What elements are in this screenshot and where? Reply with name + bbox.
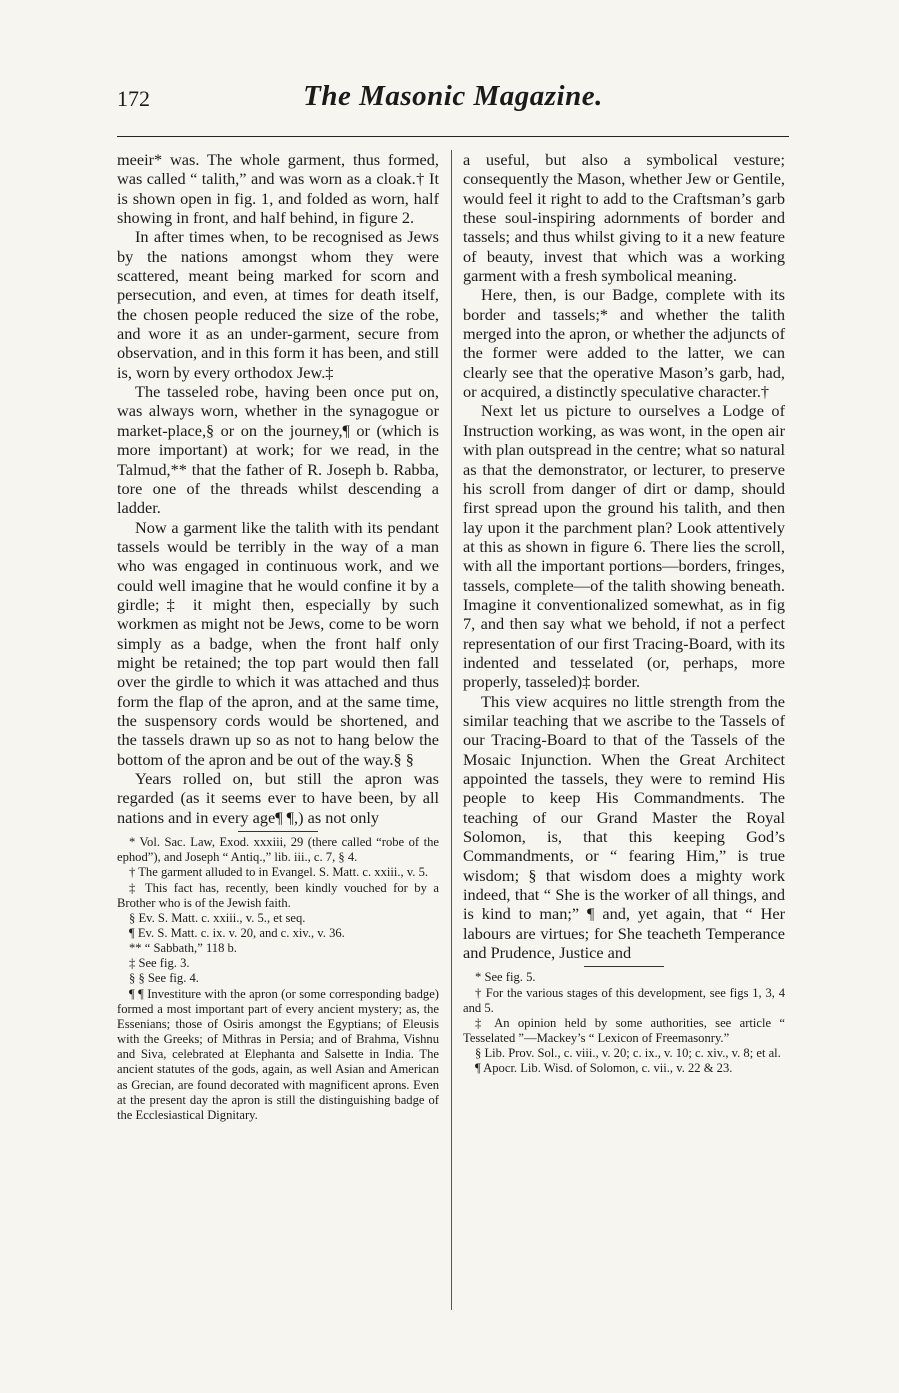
paragraph: Years rolled on, but still the apron was regarded (as it seems ever to have been, by all nations and in every age¶ ¶,) as not only	[117, 769, 439, 827]
footnote-rule	[584, 966, 664, 967]
running-header	[117, 80, 789, 128]
footnote: * See fig. 5.	[475, 970, 536, 985]
paragraph: The tasseled robe, having been once put on, was always worn, whether in the synagogue or market-place,§ or on the journey,¶ or (which is more important) at work; for we read, in the Talmud,** that the father of R. Joseph b. Rabba, tore one of the threads whilst descending a ladder.	[117, 382, 439, 518]
right-column	[463, 150, 785, 1077]
left-footnotes	[117, 835, 439, 1123]
column-divider	[451, 150, 452, 1310]
footnote: § Ev. S. Matt. c. xxiii., v. 5., et seq.	[129, 910, 306, 925]
right-column-body	[463, 150, 785, 962]
footnote-rule	[238, 831, 318, 832]
footnote: ** “ Sabbath,” 118 b.	[129, 941, 237, 956]
footnote: ‡ An opinion held by some authorities, see article “ Tesselated ”—Mackey’s “ Lexicon of Freemasonry.”	[463, 1015, 785, 1046]
paragraph: This view acquires no little strength from the similar teaching that we ascribe to the Tassels of our Tracing-Board to that of the Tassels of the Mosaic Injunction. When the Great Architect appointed the tassels, they were to remind His people to keep His Commandments. The teaching of our Grand Master the Royal Solomon, is, that this keeping God’s Commandments, or “ fearing Him,” is true wisdom; § that wisdom does a mighty work indeed, that “ She is the worker of all things, and is kind to man;” ¶ and, yet again, that “ Her labours are virtues; for She teacheth Temperance and Prudence, Justice and	[463, 691, 785, 963]
footnote: ¶ Ev. S. Matt. c. ix. v. 20, and c. xiv., v. 36.	[129, 925, 345, 940]
page-number: 172	[117, 86, 150, 111]
paragraph: Here, then, is our Badge, complete with its border and tassels;* and whether the talith merged into the apron, or whether the adjuncts of the former were added to the latter, we can clearly see that the operative Mason’s garb, had, or acquired, a distinctly speculative character.†	[463, 285, 785, 402]
footnote: ¶ Apocr. Lib. Wisd. of Solomon, c. vii., v. 22 & 23.	[475, 1061, 733, 1076]
footnote: ¶ ¶ Investiture with the apron (or some corresponding badge) formed a most important part of every ancient mystery; as, the Essenians; those of Osiris amongst the Egyptians; of Eleusis with the Greeks; of Mithras in Persia; and of Brahma, Vishnu and Siva, celebrated at Elephanta and Salsette in India. The ancient statutes of the gods, again, as well Asian and American as Grecian, are found decorated with magnificent aprons. Even at the present day the apron is still the distinguishing badge of the Ecclesiastical Dignitary.	[117, 986, 439, 1122]
footnote: † For the various stages of this development, see figs 1, 3, 4 and 5.	[463, 985, 785, 1015]
paragraph: a useful, but also a symbolical vesture; consequently the Mason, whether Jew or Gentile, would feel it right to add to the Craftsman’s garb these soul-inspiring adornments of border and tassels; and thus whilst giving to it a new feature of beauty, invest that which was a working garment with a fresh symbolical meaning.	[463, 150, 785, 286]
left-column-body	[117, 150, 439, 827]
paragraph: Next let us picture to ourselves a Lodge of Instruction working, as was wont, in the open air with plan outspread in the centre; what so natural as that the demonstrator, or lecturer, to preserve his scroll from danger of dirt or damp, should first spread upon the ground his talith, and then lay upon it the parchment plan? Look attentively at this as shown in figure 6. There lies the scroll, with all the important portions—borders, fringes, tassels, complete—of the talith showing beneath. Imagine it conventionalized somewhat, as in fig 7, and then say what we behold, if not a perfect representation of our first Tracing-Board, with its indented and tesselated (or, perhaps, more properly, tasseled)‡ border.	[463, 401, 785, 692]
footnote: † The garment alluded to in Evangel. S. Matt. c. xxiii., v. 5.	[129, 865, 429, 880]
left-column	[117, 150, 439, 1123]
header-rule	[117, 136, 789, 137]
footnote: * Vol. Sac. Law, Exod. xxxiii, 29 (there called “robe of the ephod”), and Joseph “ Antiq.,” lib. iii., c. 7, § 4.	[117, 835, 439, 865]
footnote: § Lib. Prov. Sol., c. viii., v. 20; c. ix., v. 10; c. xiv., v. 8; et al.	[475, 1046, 781, 1061]
paragraph: Now a garment like the talith with its pendant tassels would be terribly in the way of a man who was engaged in continuous work, and we could well imagine that he would confine it by a girdle;‡ it might then, especially by such workmen as might not be Jews, come to be worn simply as a badge, when the front half only might be retained; the top part would then fall over the girdle to which it was attached and thus form the flap of the apron, and at the same time, the suspensory cords would be shortened, and the tassels drawn up so as not to hang below the bottom of the apron and be out of the way.§ §	[117, 517, 439, 769]
paragraph: meeir* was. The whole garment, thus formed, was called “ talith,” and was worn as a cloak.† It is shown open in fig. 1, and folded as worn, half showing in front, and half behind, in figure 2.	[117, 150, 439, 228]
footnote: ‡ See fig. 3.	[129, 956, 190, 971]
right-footnotes	[463, 970, 785, 1076]
paragraph: In after times when, to be recognised as Jews by the nations amongst whom they were scattered, meant being marked for scorn and persecution, and even, at times for death itself, the chosen people reduced the size of the robe, and wore it as an under-garment, secure from observation, and in this form it has been, and still is, worn by every orthodox Jew.‡	[117, 227, 439, 382]
page-title: The Masonic Magazine.	[303, 80, 603, 112]
footnote: § § See fig. 4.	[129, 971, 199, 986]
footnote: ‡ This fact has, recently, been kindly vouched for by a Brother who is of the Jewish faith.	[117, 880, 439, 910]
